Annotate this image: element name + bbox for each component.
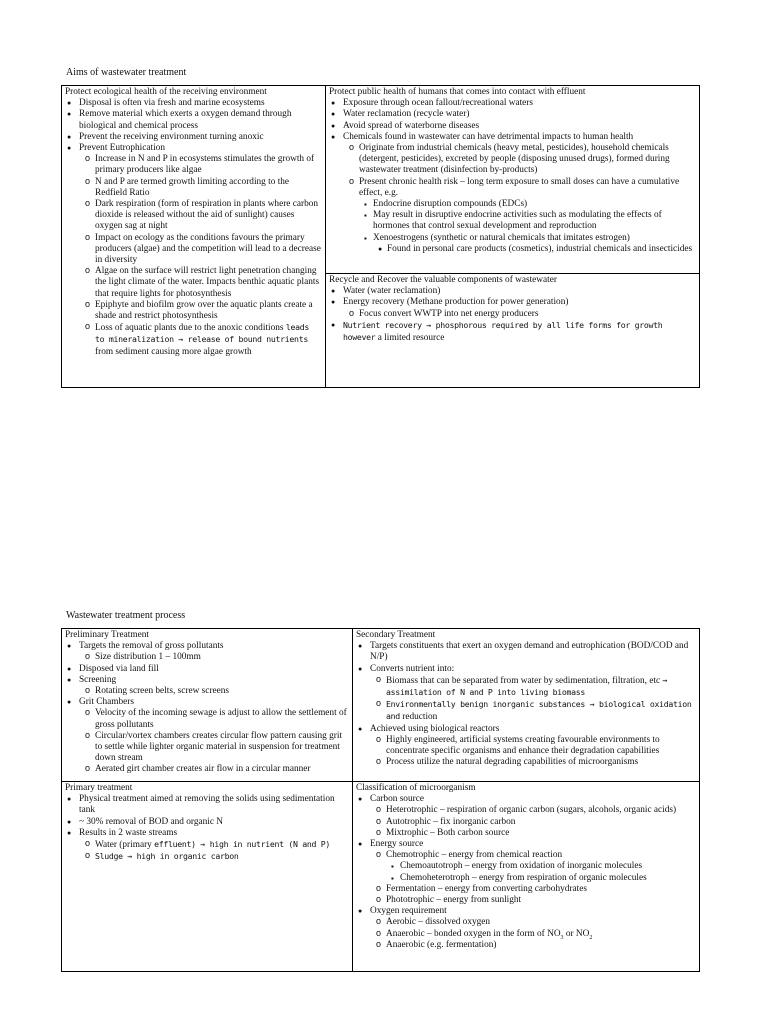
item-text: Physical treatment aimed at removing the solids using sedimentation tank: [79, 794, 335, 816]
item-text: Epiphyte and biofilm grow over the aquatic plants create a shade and restrict photosynthesis: [95, 299, 313, 322]
bullet-list: [65, 794, 349, 863]
list-item: [329, 121, 696, 132]
list-item: [356, 850, 696, 861]
list-item: [356, 757, 696, 768]
bullet-list: [65, 641, 349, 775]
item-text: Originate from industrial chemicals (heavy metal, pesticides), household chemicals (detergent, pesticides), excreted by people (disposing unused drugs), formed during wastewater treatment (disinfection by-products): [359, 143, 670, 176]
item-text: Mixtrophic – Both carbon source: [386, 827, 510, 838]
ecological-health-cell: [62, 86, 326, 388]
list-item: [65, 708, 349, 730]
handwritten-note: leads to mineralization → release of bound nutrients: [95, 322, 309, 345]
list-item: [65, 697, 349, 708]
item-text: Oxygen requirement: [370, 906, 447, 917]
list-item: [329, 132, 696, 143]
item-text: Xenoestrogens (synthetic or natural chemicals that imitates estrogen): [373, 232, 630, 243]
subscript: 3: [560, 934, 564, 941]
cell-title: Recycle and Recover the valuable components of wastewater: [329, 275, 557, 285]
item-text: Chemoheterotroph – energy from respiration of organic molecules: [400, 872, 647, 883]
item-text: ~ 30% removal of BOD and organic N: [79, 816, 224, 827]
list-item: [329, 309, 696, 320]
public-health-cell: [326, 86, 700, 274]
item-text: Focus convert WWTP into net energy producers: [359, 308, 539, 319]
list-item: [329, 177, 696, 199]
section-heading-process: Wastewater treatment process: [66, 610, 186, 621]
item-text: Prevent Eutrophication: [79, 143, 165, 154]
recycle-recover-cell: [326, 274, 700, 388]
handwritten-note: → assimilation of N and P into living biomass: [386, 674, 668, 698]
list-item: [356, 805, 696, 816]
item-text: Size distribution 1 – 100mm: [95, 652, 201, 663]
item-text: Grit Chambers: [79, 697, 134, 708]
list-item: [329, 233, 696, 244]
list-item: [329, 297, 696, 308]
process-table: [61, 628, 700, 972]
list-item: [65, 851, 349, 863]
item-text: Targets the removal of gross pollutants: [79, 641, 224, 652]
handwritten-note: Nutrient recovery → phosphorous required by all life forms for growth however: [343, 319, 663, 343]
item-text: a limited resource: [377, 333, 445, 344]
list-item: [356, 917, 696, 928]
list-item: [65, 322, 322, 358]
item-text: Water reclamation (recycle water): [343, 109, 470, 120]
bullet-list: [329, 98, 696, 255]
list-item: [356, 794, 696, 805]
item-text: Anaerobic (e.g. fermentation): [386, 939, 497, 950]
list-item: [356, 861, 696, 872]
item-text: Autotrophic – fix inorganic carbon: [386, 816, 516, 827]
item-text: Water (primary: [95, 840, 152, 851]
item-text: Increase in N and P in ecosystems stimulates the growth of primary producers like algae: [95, 154, 315, 176]
list-item: [356, 839, 696, 850]
list-item: [65, 98, 322, 109]
list-item: [65, 143, 322, 154]
list-item: [356, 906, 696, 917]
list-item: [65, 132, 322, 143]
item-text: N and P are termed growth limiting according to the Redfield Ratio: [95, 176, 290, 198]
microorganism-classification-cell: [353, 782, 700, 972]
bullet-list: [356, 794, 696, 951]
item-text: Disposal is often via fresh and marine ecosystems: [79, 98, 265, 109]
list-item: [65, 652, 349, 663]
cell-title: Protect public health of humans that comes into contact with effluent: [329, 87, 586, 97]
list-item: [65, 828, 349, 839]
list-item: [356, 664, 696, 675]
bullet-list: [356, 641, 696, 768]
list-item: [356, 699, 696, 723]
list-item: [65, 794, 349, 816]
list-item: [329, 210, 696, 232]
item-text: Impact on ecology as the conditions favours the primary producers (algae) and the competition will lead to a decrease in diversity: [95, 232, 321, 266]
list-item: [65, 641, 349, 652]
item-text: Algae on the surface will restrict light penetration changing the light climate of the water. Impacts benthic aquatic plants that require lights for photosynthesis: [95, 266, 320, 299]
bullet-list: [329, 286, 696, 344]
list-item: [65, 839, 349, 851]
list-item: [356, 724, 696, 735]
list-item: [356, 675, 696, 699]
item-text: Aerated girt chamber creates air flow in a circular manner: [95, 764, 311, 775]
handwritten-note: Sludge → high in organic carbon: [95, 851, 239, 862]
item-text: Highly engineered, artificial systems creating favourable environments to concentrate specific organisms and enhance their degradation capabilities: [386, 734, 660, 757]
list-item: [356, 895, 696, 906]
aims-table: [61, 85, 700, 388]
subscript: 2: [589, 934, 593, 941]
cell-title: Protect ecological health of the receiving environment: [65, 87, 267, 97]
item-text: Biomass that can be separated from water by sedimentation, filtration, etc: [386, 675, 661, 686]
list-item: [329, 98, 696, 109]
item-text: Water (water reclamation): [343, 286, 441, 297]
list-item: [356, 641, 696, 663]
list-item: [65, 154, 322, 176]
item-text: Fermentation – energy from converting carbohydrates: [386, 883, 587, 894]
list-item: [65, 675, 349, 686]
item-text: Remove material which exerts a oxygen demand through biological and chemical process: [79, 109, 292, 131]
item-text: Energy recovery (Methane production for power generation): [343, 297, 569, 308]
item-text: Avoid spread of waterborne diseases: [343, 120, 480, 131]
handwritten-note: effluent) → high in nutrient (N and P): [154, 839, 331, 850]
cell-title: Preliminary Treatment: [65, 630, 149, 640]
item-text: Disposed via land fill: [79, 663, 159, 674]
item-text: Phototrophic – energy from sunlight: [386, 895, 522, 906]
item-text: Screening: [79, 674, 117, 685]
list-item: [65, 177, 322, 199]
item-text: Found in personal care products (cosmetics), industrial chemicals and insecticides: [387, 243, 693, 254]
secondary-treatment-cell: [353, 629, 700, 782]
list-item: [65, 199, 322, 233]
cell-title: Classification of microorganism: [356, 783, 476, 793]
list-item: [65, 233, 322, 267]
item-text: Loss of aquatic plants due to the anoxic conditions: [95, 323, 284, 334]
cell-title: Secondary Treatment: [356, 630, 436, 640]
item-text: Exposure through ocean fallout/recreational waters: [343, 98, 533, 109]
item-text: Carbon source: [370, 794, 424, 805]
list-item: [65, 764, 349, 775]
item-text: reduction: [402, 712, 438, 723]
list-item: [356, 735, 696, 757]
cell-title: Primary treatment: [65, 783, 133, 793]
list-item: [329, 244, 696, 255]
section-heading-aims: Aims of wastewater treatment: [66, 67, 187, 78]
item-text: Present chronic health risk – long term exposure to small doses can have a cumulative effect, e.g.: [359, 176, 680, 198]
item-text: or NO: [563, 928, 590, 939]
item-text: Results in 2 waste streams: [79, 827, 178, 838]
list-item: [329, 109, 696, 120]
item-text: Energy source: [370, 839, 424, 850]
primary-treatment-cell: [62, 782, 353, 972]
item-text: Targets constituents that exert an oxygen demand and eutrophication (BOD/COD and N/P): [370, 641, 689, 663]
item-text: Chemicals found in wastewater can have detrimental impacts to human health: [343, 131, 634, 142]
item-text: Achieved using biological reactors: [370, 723, 500, 734]
item-text: Chemotrophic – energy from chemical reaction: [386, 850, 563, 861]
list-item: [65, 266, 322, 300]
item-text: Rotating screen belts, screw screens: [95, 686, 229, 697]
item-text: Velocity of the incoming sewage is adjust to allow the settlement of gross pollutants: [95, 708, 347, 730]
item-text: Process utilize the natural degrading capabilities of microorganisms: [386, 757, 639, 768]
list-item: [329, 320, 696, 344]
list-item: [356, 817, 696, 828]
list-item: [65, 817, 349, 828]
list-item: [65, 686, 349, 697]
item-text: from sediment causing more algae growth: [95, 346, 252, 357]
list-item: [329, 143, 696, 177]
item-text: Dark respiration (form of respiration in plants where carbon dioxide is released without the aid of sunlight) causes oxygen sag at night: [95, 199, 319, 232]
item-text: Aerobic – dissolved oxygen: [386, 917, 491, 928]
item-text: Anaerobic – bonded oxygen in the form of NO: [386, 928, 561, 939]
list-item: [356, 940, 696, 951]
list-item: [356, 884, 696, 895]
preliminary-treatment-cell: [62, 629, 353, 782]
list-item: [356, 828, 696, 839]
list-item: [329, 199, 696, 210]
item-text: Prevent the receiving environment turning anoxic: [79, 131, 264, 142]
item-text: Circular/vortex chambers creates circular flow pattern causing grit to settle while lighter organic material in suspension for treatment down stream: [95, 730, 343, 764]
item-text: Chemoautotroph – energy from oxidation of inorganic molecules: [400, 861, 643, 872]
list-item: [65, 109, 322, 131]
list-item: [356, 929, 696, 940]
list-item: [329, 286, 696, 297]
handwritten-note: Environmentally benign inorganic substances → biological oxidation and: [386, 699, 692, 722]
item-text: Converts nutrient into:: [370, 663, 455, 674]
list-item: [356, 873, 696, 884]
bullet-list: [65, 98, 322, 358]
list-item: [65, 664, 349, 675]
item-text: Heterotrophic – respiration of organic carbon (sugars, alcohols, organic acids): [386, 805, 677, 816]
list-item: [65, 731, 349, 765]
item-text: May result in disruptive endocrine activities such as modulating the effects of hormones that control sexual development and reproduction: [373, 210, 662, 232]
list-item: [65, 300, 322, 322]
item-text: Endocrine disruption compounds (EDCs): [373, 199, 528, 210]
